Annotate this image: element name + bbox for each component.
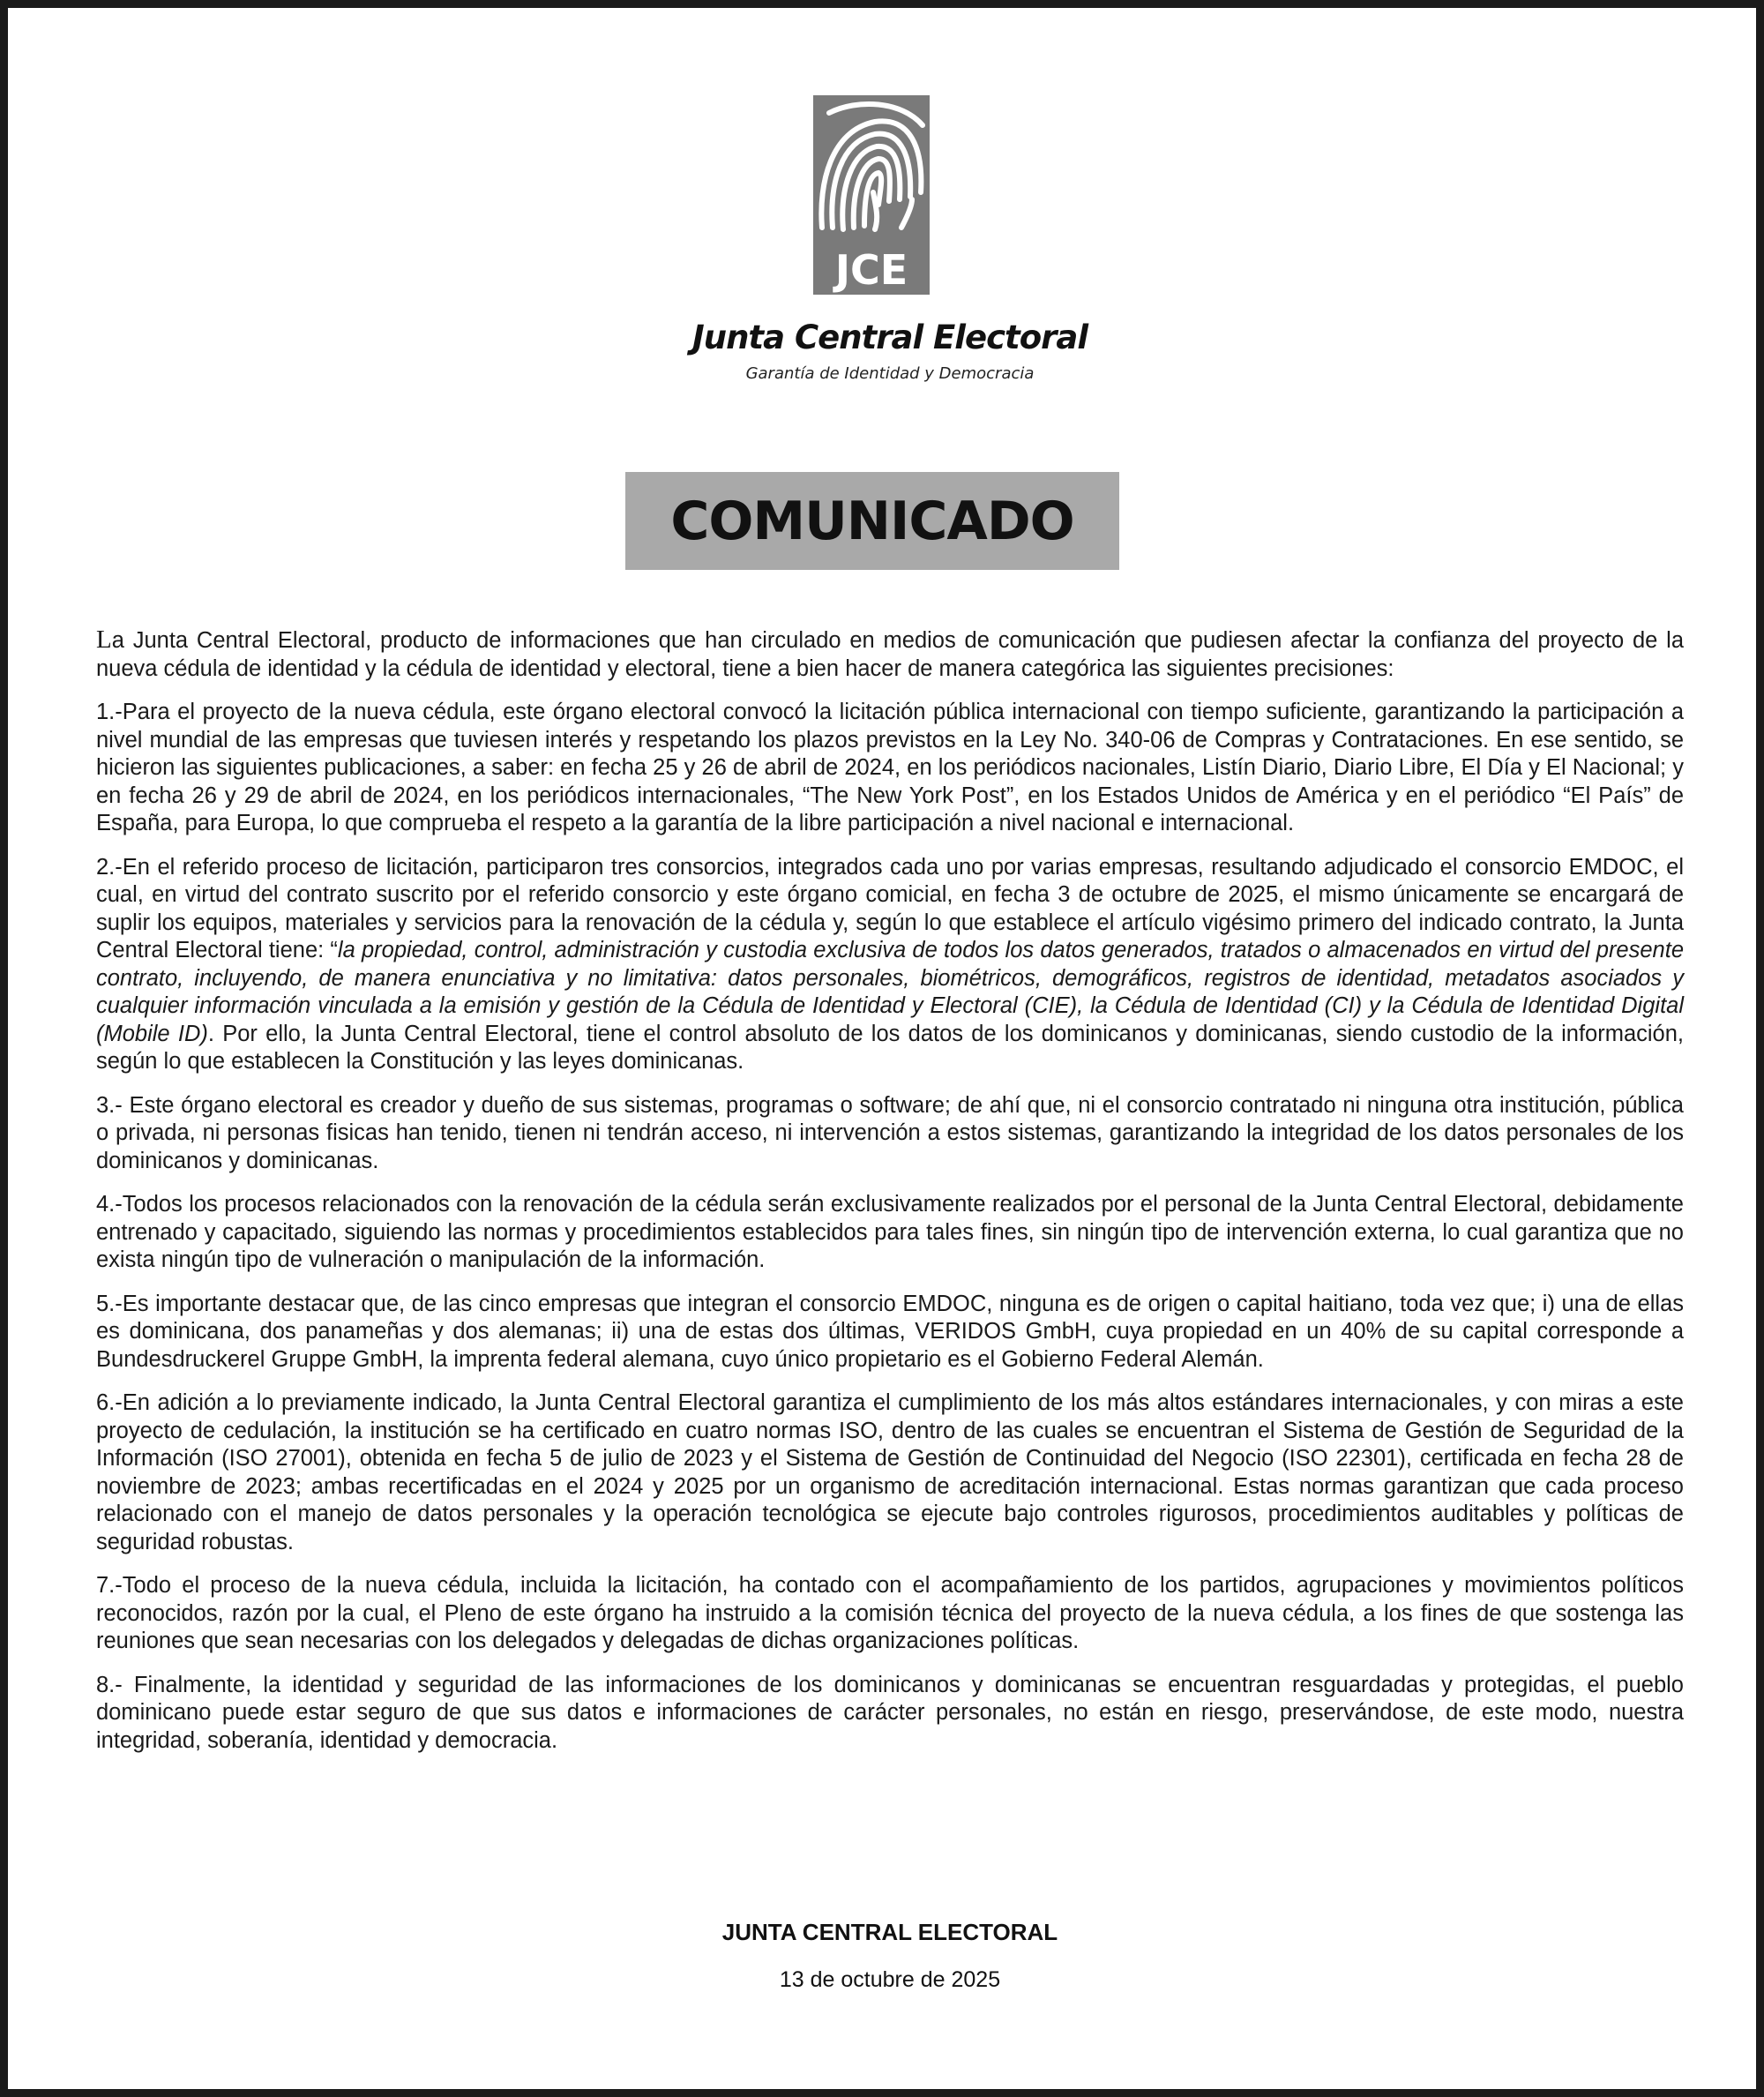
paragraph-7: 7.-Todo el proceso de la nueva cédula, incluida la licitación, ha contado con el acompañamiento de los partidos, agrupaciones y movimientos políticos reconocidos, razón por la cual, el Pleno de este órgano ha instruido a la comisión técnica del proyecto de la nueva cédula, a los fines de que sostenga las reuniones que sean necesarias con los delegados y delegadas de dichas organizaciones políticas.	[96, 1573, 1684, 1653]
paragraph-3: 3.- Este órgano electoral es creador y dueño de sus sistemas, programas o software; de ahí que, ni el consorcio contratado ni ninguna otra institución, pública o privada, ni personas fisicas han tenido, tienen ni tendrán acceso, ni intervención a estos sistemas, garantizando la integridad de los datos personales de los dominicanos y dominicanas.	[96, 1092, 1684, 1173]
logo-text: JCE	[834, 246, 908, 294]
paragraph-2-quote: la propiedad, control, administración y custodia exclusiva de todos los datos generados, tratados o almacenados en virtud del presente contrato, incluyendo, de manera enunciativa y no limitativa: datos personales, biométricos, demográficos, registros de identidad, metadatos asociados y cualquier información vinculada a la emisión y gestión de la Cédula de Identidad y Electoral (CIE), la Cédula de Identidad (CI) y la Cédula de Identidad Digital (Mobile ID)	[96, 938, 1684, 1046]
paragraph-6: 6.-En adición a lo previamente indicado, la Junta Central Electoral garantiza el cumplimiento de los más altos estándares internacionales, y con miras a este proyecto de cedulación, la institución se ha certificado en cuatro normas ISO, dentro de las cuales se encuentran el Sistema de Gestión de Seguridad de la Información (ISO 27001), obtenida en fecha 5 de julio de 2023 y el Sistema de Gestión de Continuidad del Negocio (ISO 22301), certificada en fecha 28 de noviembre de 2023; ambas recertificadas en el 2024 y 2025 por un organismo de acreditación internacional. Estas normas garantizan que cada proceso relacionado con el manejo de datos personales y la operación tecnológica se ejecute bajo controles rigurosos, procedimientos auditables y políticas de seguridad robustas.	[96, 1390, 1684, 1554]
paragraph-1: 1.-Para el proyecto de la nueva cédula, este órgano electoral convocó la licitación pública internacional con tiempo suficiente, garantizando la participación a nivel mundial de las empresas que tuviesen interés y respetando los plazos previstos en la Ley No. 340-06 de Compras y Contrataciones. En ese sentido, se hicieron las siguientes publicaciones, a saber: en fecha 25 y 26 de abril de 2024, en los periódicos nacionales, Listín Diario, Diario Libre, El Día y El Nacional; y en fecha 26 y 29 de abril de 2024, en los periódicos internacionales, “The New York Post”, en los Estados Unidos de América y en el periódico “El País” de España, para Europa, lo que comprueba el respeto a la garantía de la libre participación a nivel nacional e internacional.	[96, 700, 1684, 835]
paragraph-4: 4.-Todos los procesos relacionados con la renovación de la cédula serán exclusivamente realizados por el personal de la Junta Central Electoral, debidamente entrenado y capacitado, siguiendo las normas y procedimientos establecidos para tales fines, sin ningún tipo de intervención externa, lo cual garantiza que no exista ningún tipo de vulneración o manipulación de la información.	[96, 1192, 1684, 1272]
communique-body	[96, 626, 1684, 1771]
intro-first-letter: L	[96, 625, 112, 654]
intro-text: a Junta Central Electoral, producto de informaciones que han circulado en medios de comunicación que pudiesen afectar la confianza del proyecto de la nueva cédula de identidad y la cédula de identidad y electoral, tiene a bien hacer de manera categórica las siguientes precisiones:	[96, 628, 1684, 681]
intro-paragraph	[96, 626, 1684, 683]
banner-title: COMUNICADO	[670, 490, 1074, 552]
paragraph-2-intro: 2.-En el referido proceso de licitación, participaron tres consorcios, integrados cada uno por varias empresas, resultando adjudicado el consorcio EMDOC, el cual, en virtud del contrato suscrito por el referido consorcio y este órgano comicial, en fecha 3 de octubre de 2025, el mismo únicamente se encargará de suplir los equipos, materiales y servicios para la renovación de la cédula y, según lo que establece el artículo vigésimo primero del indicado contrato, la Junta Central Electoral tiene: “	[96, 854, 1684, 962]
signature: JUNTA CENTRAL ELECTORAL	[721, 1919, 1058, 1945]
paragraph-2	[96, 854, 1684, 1076]
paragraph-2-end: . Por ello, la Junta Central Electoral, tiene el control absoluto de los datos de los dominicanos y dominicanas, siendo custodio de la información, según lo que establecen la Constitución y las leyes dominicanas.	[96, 1021, 1685, 1074]
signature-date: 13 de octubre de 2025	[779, 1967, 1001, 1992]
comunicado-banner	[625, 472, 1119, 570]
jce-fingerprint-logo	[813, 95, 930, 295]
org-tagline: Garantía de Identidad y Democracia	[745, 364, 1035, 383]
org-name: Junta Central Electoral	[691, 318, 1088, 356]
paragraph-8: 8.- Finalmente, la identidad y seguridad de las informaciones de los dominicanos y dominicanas se encuentran resguardadas y protegidas, el pueblo dominicano puede estar seguro de que sus datos e informaciones de carácter personales, no están en riesgo, preservándose, de este modo, nuestra integridad, soberanía, identidad y democracia.	[96, 1672, 1684, 1753]
paragraph-5: 5.-Es importante destacar que, de las cinco empresas que integran el consorcio EMDOC, ninguna es de origen o capital haitiano, toda vez que; i) una de ellas es dominicana, dos panameñas y dos alemanas; ii) una de estas dos últimas, VERIDOS GmbH, cuya propiedad en un 40% de su capital corresponde a Bundesdruckerel Gruppe GmbH, la imprenta federal alemana, cuyo único propietario es el Gobierno Federal Alemán.	[96, 1291, 1684, 1372]
